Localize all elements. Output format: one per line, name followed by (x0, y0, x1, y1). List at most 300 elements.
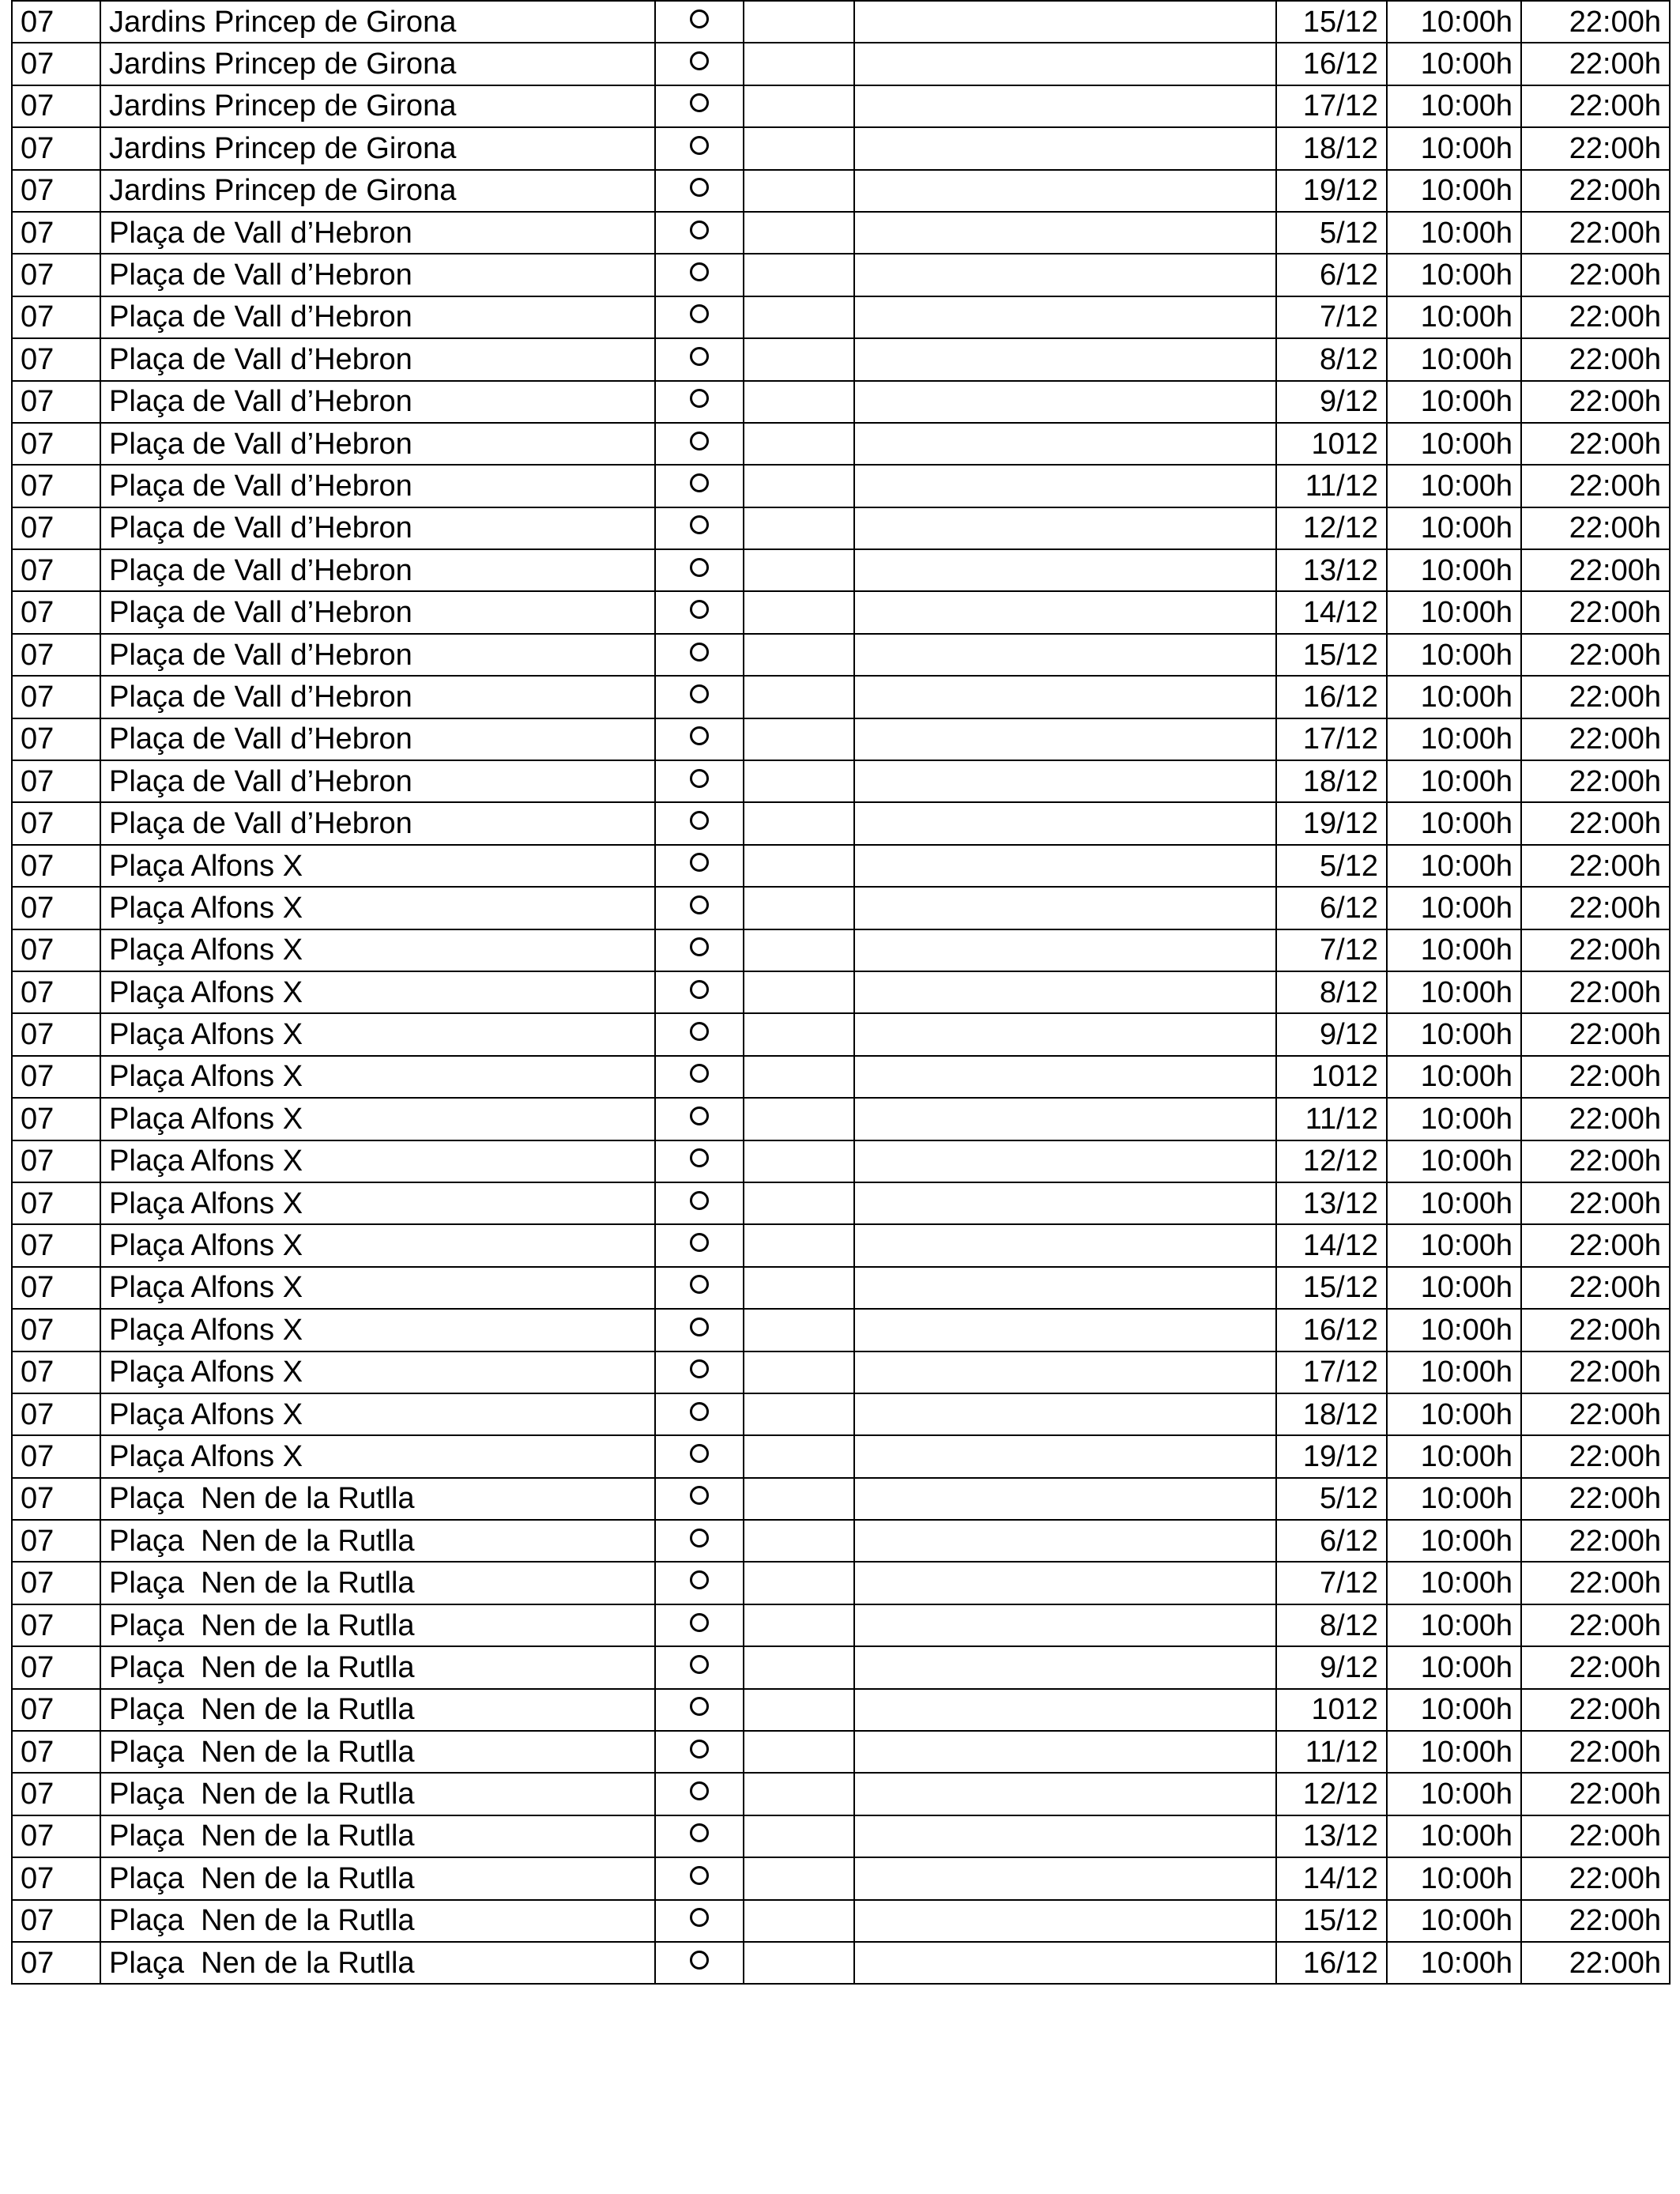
empty-cell (854, 634, 1276, 676)
place-cell: Plaça Alfons X (100, 929, 655, 971)
end-time-cell: 22:00h (1521, 1604, 1670, 1646)
circle-mark-icon (690, 600, 709, 619)
start-time-cell: 10:00h (1387, 85, 1521, 127)
end-time-cell: 22:00h (1521, 1478, 1670, 1520)
end-time-cell: 22:00h (1521, 423, 1670, 465)
mark-cell (655, 1857, 744, 1899)
date-cell: 11/12 (1276, 1731, 1387, 1773)
date-cell: 17/12 (1276, 718, 1387, 760)
table-row (12, 1435, 1670, 1477)
circle-mark-icon (690, 1191, 709, 1210)
circle-mark-icon (690, 1359, 709, 1378)
circle-mark-icon (690, 221, 709, 239)
empty-cell (854, 971, 1276, 1013)
end-time-cell: 22:00h (1521, 802, 1670, 844)
start-time-cell: 10:00h (1387, 1351, 1521, 1393)
mark-cell (655, 1098, 744, 1140)
empty-cell (744, 1731, 854, 1773)
table-row (12, 1773, 1670, 1815)
start-time-cell: 10:00h (1387, 1731, 1521, 1773)
circle-mark-icon (690, 51, 709, 70)
end-time-cell: 22:00h (1521, 1351, 1670, 1393)
mark-cell (655, 296, 744, 338)
district-cell: 07 (12, 170, 100, 212)
start-time-cell: 10:00h (1387, 1478, 1521, 1520)
date-cell: 6/12 (1276, 1520, 1387, 1562)
district-cell: 07 (12, 43, 100, 85)
empty-cell (854, 1857, 1276, 1899)
end-time-cell: 22:00h (1521, 1393, 1670, 1435)
table-row (12, 212, 1670, 254)
place-cell: Plaça Nen de la Rutlla (100, 1815, 655, 1857)
place-cell: Plaça Alfons X (100, 1435, 655, 1477)
district-cell: 07 (12, 634, 100, 676)
district-cell: 07 (12, 760, 100, 802)
table-row (12, 929, 1670, 971)
date-cell: 16/12 (1276, 1942, 1387, 1984)
district-cell: 07 (12, 1182, 100, 1224)
mark-cell (655, 1351, 744, 1393)
empty-cell (744, 549, 854, 591)
circle-mark-icon (690, 1823, 709, 1842)
place-cell: Plaça Nen de la Rutlla (100, 1478, 655, 1520)
mark-cell (655, 760, 744, 802)
start-time-cell: 10:00h (1387, 760, 1521, 802)
mark-cell (655, 1224, 744, 1266)
date-cell: 8/12 (1276, 338, 1387, 380)
empty-cell (854, 465, 1276, 507)
circle-mark-icon (690, 1908, 709, 1927)
empty-cell (744, 338, 854, 380)
date-cell: 19/12 (1276, 170, 1387, 212)
district-cell: 07 (12, 1435, 100, 1477)
circle-mark-icon (690, 1148, 709, 1167)
start-time-cell: 10:00h (1387, 423, 1521, 465)
place-cell: Plaça Alfons X (100, 1393, 655, 1435)
date-cell: 5/12 (1276, 212, 1387, 254)
table-row (12, 634, 1670, 676)
circle-mark-icon (690, 1022, 709, 1041)
mark-cell (655, 549, 744, 591)
empty-cell (744, 1351, 854, 1393)
district-cell: 07 (12, 845, 100, 887)
start-time-cell: 10:00h (1387, 634, 1521, 676)
end-time-cell: 22:00h (1521, 1646, 1670, 1688)
table-row (12, 465, 1670, 507)
date-cell: 15/12 (1276, 1900, 1387, 1942)
place-cell: Plaça Alfons X (100, 1309, 655, 1351)
table-row (12, 381, 1670, 423)
empty-cell (854, 1013, 1276, 1055)
table-row (12, 296, 1670, 338)
empty-cell (854, 1604, 1276, 1646)
start-time-cell: 10:00h (1387, 1773, 1521, 1815)
date-cell: 7/12 (1276, 929, 1387, 971)
place-cell: Plaça de Vall d’Hebron (100, 381, 655, 423)
district-cell: 07 (12, 929, 100, 971)
table-row (12, 676, 1670, 718)
empty-cell (744, 1309, 854, 1351)
place-cell: Plaça de Vall d’Hebron (100, 760, 655, 802)
start-time-cell: 10:00h (1387, 1140, 1521, 1182)
empty-cell (744, 254, 854, 296)
empty-cell (854, 1393, 1276, 1435)
district-cell: 07 (12, 1900, 100, 1942)
circle-mark-icon (690, 1106, 709, 1125)
mark-cell (655, 971, 744, 1013)
mark-cell (655, 507, 744, 549)
date-cell: 14/12 (1276, 591, 1387, 633)
empty-cell (854, 929, 1276, 971)
end-time-cell: 22:00h (1521, 170, 1670, 212)
district-cell: 07 (12, 718, 100, 760)
circle-mark-icon (690, 726, 709, 745)
start-time-cell: 10:00h (1387, 1857, 1521, 1899)
empty-cell (854, 1689, 1276, 1731)
district-cell: 07 (12, 1815, 100, 1857)
start-time-cell: 10:00h (1387, 1056, 1521, 1098)
mark-cell (655, 887, 744, 929)
circle-mark-icon (690, 811, 709, 830)
district-cell: 07 (12, 549, 100, 591)
mark-cell (655, 338, 744, 380)
district-cell: 07 (12, 676, 100, 718)
empty-cell (744, 1520, 854, 1562)
end-time-cell: 22:00h (1521, 381, 1670, 423)
table-row (12, 170, 1670, 212)
start-time-cell: 10:00h (1387, 381, 1521, 423)
start-time-cell: 10:00h (1387, 676, 1521, 718)
empty-cell (854, 1098, 1276, 1140)
empty-cell (854, 212, 1276, 254)
start-time-cell: 10:00h (1387, 1435, 1521, 1477)
circle-mark-icon (690, 1740, 709, 1759)
end-time-cell: 22:00h (1521, 1435, 1670, 1477)
circle-mark-icon (690, 1486, 709, 1505)
start-time-cell: 10:00h (1387, 43, 1521, 85)
end-time-cell: 22:00h (1521, 1140, 1670, 1182)
circle-mark-icon (690, 389, 709, 408)
mark-cell (655, 1267, 744, 1309)
start-time-cell: 10:00h (1387, 1393, 1521, 1435)
end-time-cell: 22:00h (1521, 296, 1670, 338)
empty-cell (744, 676, 854, 718)
mark-cell (655, 1056, 744, 1098)
start-time-cell: 10:00h (1387, 1309, 1521, 1351)
circle-mark-icon (690, 432, 709, 450)
table-row (12, 1140, 1670, 1182)
mark-cell (655, 1646, 744, 1688)
district-cell: 07 (12, 1646, 100, 1688)
table-row (12, 1393, 1670, 1435)
empty-cell (854, 1731, 1276, 1773)
district-cell: 07 (12, 591, 100, 633)
place-cell: Plaça de Vall d’Hebron (100, 296, 655, 338)
place-cell: Jardins Princep de Girona (100, 85, 655, 127)
start-time-cell: 10:00h (1387, 718, 1521, 760)
date-cell: 5/12 (1276, 845, 1387, 887)
schedule-table-body (12, 1, 1670, 1984)
end-time-cell: 22:00h (1521, 634, 1670, 676)
empty-cell (854, 1267, 1276, 1309)
circle-mark-icon (690, 643, 709, 662)
empty-cell (744, 1056, 854, 1098)
date-cell: 13/12 (1276, 549, 1387, 591)
end-time-cell: 22:00h (1521, 971, 1670, 1013)
circle-mark-icon (690, 853, 709, 872)
empty-cell (854, 127, 1276, 169)
end-time-cell: 22:00h (1521, 760, 1670, 802)
start-time-cell: 10:00h (1387, 1815, 1521, 1857)
start-time-cell: 10:00h (1387, 170, 1521, 212)
place-cell: Plaça Alfons X (100, 971, 655, 1013)
end-time-cell: 22:00h (1521, 1857, 1670, 1899)
mark-cell (655, 1309, 744, 1351)
empty-cell (854, 676, 1276, 718)
table-row (12, 423, 1670, 465)
mark-cell (655, 1478, 744, 1520)
mark-cell (655, 1435, 744, 1477)
mark-cell (655, 1604, 744, 1646)
empty-cell (854, 1056, 1276, 1098)
mark-cell (655, 1182, 744, 1224)
place-cell: Plaça Alfons X (100, 1351, 655, 1393)
date-cell: 15/12 (1276, 634, 1387, 676)
circle-mark-icon (690, 1866, 709, 1885)
empty-cell (744, 43, 854, 85)
mark-cell (655, 1731, 744, 1773)
start-time-cell: 10:00h (1387, 929, 1521, 971)
date-cell: 1012 (1276, 423, 1387, 465)
circle-mark-icon (690, 769, 709, 788)
mark-cell (655, 254, 744, 296)
date-cell: 16/12 (1276, 43, 1387, 85)
date-cell: 12/12 (1276, 507, 1387, 549)
end-time-cell: 22:00h (1521, 338, 1670, 380)
empty-cell (744, 1478, 854, 1520)
empty-cell (744, 1689, 854, 1731)
place-cell: Jardins Princep de Girona (100, 1, 655, 43)
date-cell: 19/12 (1276, 1435, 1387, 1477)
start-time-cell: 10:00h (1387, 1098, 1521, 1140)
end-time-cell: 22:00h (1521, 549, 1670, 591)
date-cell: 5/12 (1276, 1478, 1387, 1520)
start-time-cell: 10:00h (1387, 296, 1521, 338)
empty-cell (744, 127, 854, 169)
table-row (12, 1013, 1670, 1055)
end-time-cell: 22:00h (1521, 85, 1670, 127)
empty-cell (744, 1857, 854, 1899)
empty-cell (744, 1900, 854, 1942)
district-cell: 07 (12, 1857, 100, 1899)
empty-cell (854, 1478, 1276, 1520)
circle-mark-icon (690, 558, 709, 577)
place-cell: Plaça Alfons X (100, 1182, 655, 1224)
start-time-cell: 10:00h (1387, 549, 1521, 591)
mark-cell (655, 1393, 744, 1435)
table-row (12, 802, 1670, 844)
place-cell: Plaça Nen de la Rutlla (100, 1731, 655, 1773)
district-cell: 07 (12, 1098, 100, 1140)
circle-mark-icon (690, 515, 709, 534)
mark-cell (655, 1689, 744, 1731)
circle-mark-icon (690, 1318, 709, 1336)
table-row (12, 1900, 1670, 1942)
place-cell: Plaça de Vall d’Hebron (100, 718, 655, 760)
circle-mark-icon (690, 1529, 709, 1547)
empty-cell (744, 1646, 854, 1688)
table-row (12, 718, 1670, 760)
empty-cell (744, 1267, 854, 1309)
empty-cell (854, 718, 1276, 760)
district-cell: 07 (12, 423, 100, 465)
empty-cell (854, 507, 1276, 549)
circle-mark-icon (690, 347, 709, 366)
date-cell: 16/12 (1276, 1309, 1387, 1351)
empty-cell (854, 254, 1276, 296)
circle-mark-icon (690, 1697, 709, 1716)
end-time-cell: 22:00h (1521, 1224, 1670, 1266)
date-cell: 15/12 (1276, 1267, 1387, 1309)
end-time-cell: 22:00h (1521, 718, 1670, 760)
start-time-cell: 10:00h (1387, 1942, 1521, 1984)
table-row (12, 1182, 1670, 1224)
start-time-cell: 10:00h (1387, 802, 1521, 844)
end-time-cell: 22:00h (1521, 212, 1670, 254)
end-time-cell: 22:00h (1521, 1182, 1670, 1224)
date-cell: 7/12 (1276, 296, 1387, 338)
place-cell: Plaça Nen de la Rutlla (100, 1857, 655, 1899)
date-cell: 8/12 (1276, 1604, 1387, 1646)
end-time-cell: 22:00h (1521, 1, 1670, 43)
circle-mark-icon (690, 937, 709, 956)
mark-cell (655, 802, 744, 844)
empty-cell (744, 1013, 854, 1055)
empty-cell (744, 1604, 854, 1646)
mark-cell (655, 381, 744, 423)
district-cell: 07 (12, 338, 100, 380)
empty-cell (744, 1182, 854, 1224)
schedule-table (11, 0, 1671, 1985)
date-cell: 11/12 (1276, 465, 1387, 507)
empty-cell (744, 1773, 854, 1815)
table-row (12, 43, 1670, 85)
start-time-cell: 10:00h (1387, 971, 1521, 1013)
table-row (12, 1, 1670, 43)
end-time-cell: 22:00h (1521, 1942, 1670, 1984)
place-cell: Plaça Alfons X (100, 1056, 655, 1098)
start-time-cell: 10:00h (1387, 1224, 1521, 1266)
table-row (12, 1562, 1670, 1604)
empty-cell (854, 1, 1276, 43)
district-cell: 07 (12, 465, 100, 507)
table-row (12, 760, 1670, 802)
empty-cell (854, 1942, 1276, 1984)
district-cell: 07 (12, 1604, 100, 1646)
empty-cell (744, 296, 854, 338)
table-row (12, 1857, 1670, 1899)
empty-cell (744, 718, 854, 760)
district-cell: 07 (12, 1351, 100, 1393)
mark-cell (655, 465, 744, 507)
mark-cell (655, 423, 744, 465)
date-cell: 12/12 (1276, 1140, 1387, 1182)
circle-mark-icon (690, 1275, 709, 1294)
place-cell: Plaça Nen de la Rutlla (100, 1773, 655, 1815)
place-cell: Plaça Nen de la Rutlla (100, 1520, 655, 1562)
table-row (12, 338, 1670, 380)
start-time-cell: 10:00h (1387, 212, 1521, 254)
district-cell: 07 (12, 1056, 100, 1098)
table-row (12, 1942, 1670, 1984)
empty-cell (854, 170, 1276, 212)
end-time-cell: 22:00h (1521, 465, 1670, 507)
district-cell: 07 (12, 971, 100, 1013)
place-cell: Plaça de Vall d’Hebron (100, 507, 655, 549)
start-time-cell: 10:00h (1387, 338, 1521, 380)
table-row (12, 1267, 1670, 1309)
start-time-cell: 10:00h (1387, 1267, 1521, 1309)
table-row (12, 1520, 1670, 1562)
date-cell: 13/12 (1276, 1815, 1387, 1857)
table-row (12, 971, 1670, 1013)
start-time-cell: 10:00h (1387, 507, 1521, 549)
end-time-cell: 22:00h (1521, 591, 1670, 633)
circle-mark-icon (690, 1402, 709, 1421)
mark-cell (655, 43, 744, 85)
circle-mark-icon (690, 684, 709, 703)
district-cell: 07 (12, 381, 100, 423)
date-cell: 19/12 (1276, 802, 1387, 844)
empty-cell (854, 591, 1276, 633)
place-cell: Plaça de Vall d’Hebron (100, 423, 655, 465)
district-cell: 07 (12, 1267, 100, 1309)
table-row (12, 1098, 1670, 1140)
place-cell: Plaça de Vall d’Hebron (100, 634, 655, 676)
date-cell: 9/12 (1276, 381, 1387, 423)
empty-cell (744, 1435, 854, 1477)
empty-cell (744, 1224, 854, 1266)
empty-cell (744, 170, 854, 212)
start-time-cell: 10:00h (1387, 254, 1521, 296)
mark-cell (655, 1900, 744, 1942)
empty-cell (854, 1520, 1276, 1562)
start-time-cell: 10:00h (1387, 1013, 1521, 1055)
end-time-cell: 22:00h (1521, 127, 1670, 169)
empty-cell (854, 887, 1276, 929)
mark-cell (655, 1815, 744, 1857)
date-cell: 8/12 (1276, 971, 1387, 1013)
end-time-cell: 22:00h (1521, 1520, 1670, 1562)
circle-mark-icon (690, 304, 709, 323)
end-time-cell: 22:00h (1521, 1773, 1670, 1815)
district-cell: 07 (12, 1224, 100, 1266)
end-time-cell: 22:00h (1521, 1309, 1670, 1351)
empty-cell (744, 1942, 854, 1984)
start-time-cell: 10:00h (1387, 845, 1521, 887)
place-cell: Plaça de Vall d’Hebron (100, 465, 655, 507)
empty-cell (744, 1098, 854, 1140)
date-cell: 12/12 (1276, 1773, 1387, 1815)
circle-mark-icon (690, 1570, 709, 1589)
district-cell: 07 (12, 887, 100, 929)
start-time-cell: 10:00h (1387, 1520, 1521, 1562)
start-time-cell: 10:00h (1387, 465, 1521, 507)
empty-cell (854, 802, 1276, 844)
table-row (12, 1309, 1670, 1351)
empty-cell (854, 1224, 1276, 1266)
circle-mark-icon (690, 262, 709, 281)
